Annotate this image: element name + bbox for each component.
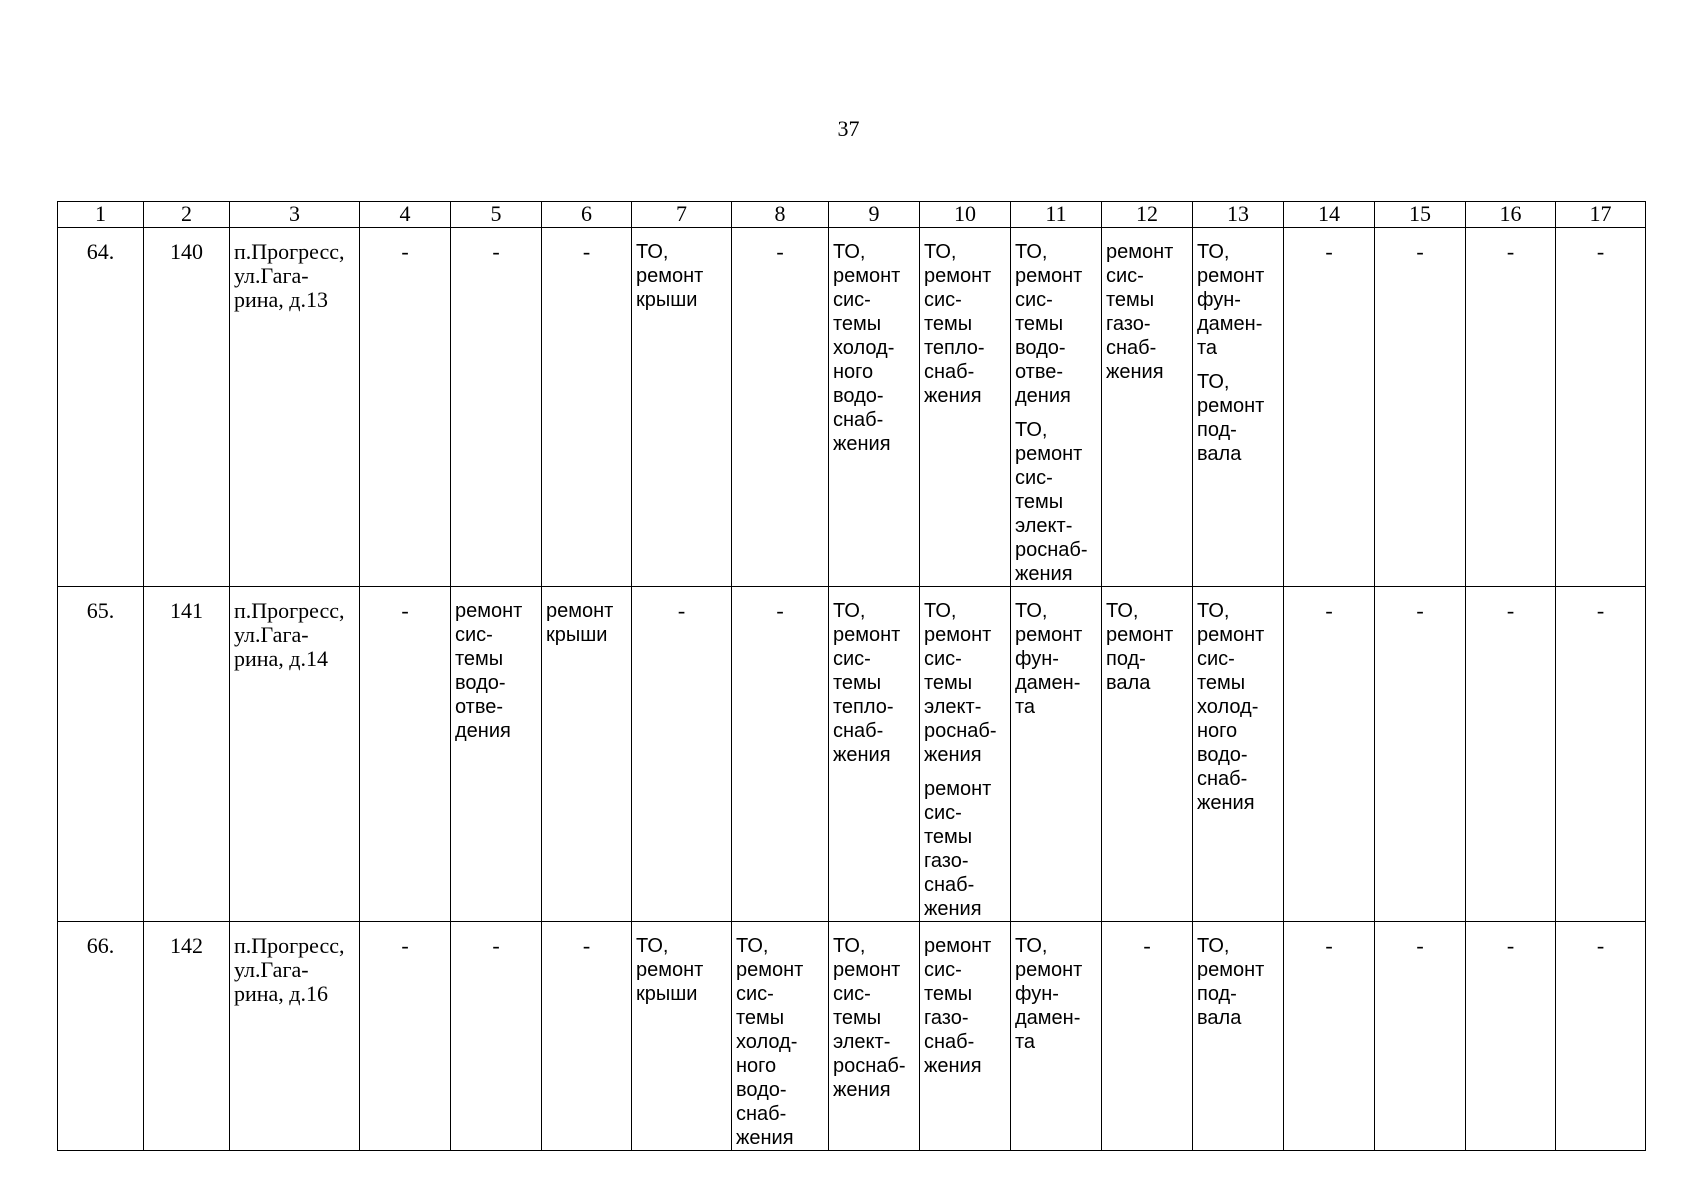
work-item: ремонт сис- темы газо- снаб- жения xyxy=(924,778,992,920)
address-cell xyxy=(230,228,360,587)
work-item: ТО, ремонт фун- дамен- та xyxy=(1015,600,1083,718)
work-item: ТО, ремонт сис- темы элект- роснаб- жения xyxy=(1015,419,1088,585)
dash-value: - xyxy=(1416,598,1424,623)
dash-value: - xyxy=(1143,933,1151,958)
work-cell-col-9 xyxy=(829,228,920,587)
column-header: 8 xyxy=(732,202,829,228)
work-item: ТО, ремонт сис- темы тепло- снаб- жения xyxy=(924,241,992,407)
dash-value: - xyxy=(1506,598,1515,623)
column-header: 14 xyxy=(1284,202,1375,228)
dash-value: - xyxy=(401,933,409,958)
work-cell-col-9 xyxy=(829,922,920,1151)
work-item: ТО, ремонт сис- темы тепло- снаб- жения xyxy=(833,600,901,766)
house-code: 141 xyxy=(144,587,230,922)
work-item: ремонт сис- темы газо- снаб- жения xyxy=(1106,241,1174,383)
work-item: ТО, ремонт под- вала xyxy=(1197,935,1265,1029)
work-cell-col-10 xyxy=(920,922,1011,1151)
column-header: 9 xyxy=(829,202,920,228)
dash-value: - xyxy=(582,239,591,264)
dash-value: - xyxy=(677,598,686,623)
column-header: 7 xyxy=(632,202,732,228)
work-cell-col-10 xyxy=(920,587,1011,922)
work-item: ремонт крыши xyxy=(546,600,614,646)
work-cell-col-6 xyxy=(542,228,632,587)
work-cell-col-15 xyxy=(1375,228,1466,587)
dash-value: - xyxy=(1325,598,1333,623)
column-header: 15 xyxy=(1375,202,1466,228)
work-item: ТО, ремонт сис- темы водо- отве- дения xyxy=(1015,241,1083,407)
work-cell-col-13 xyxy=(1193,922,1284,1151)
work-cell-col-4 xyxy=(360,228,451,587)
table-row xyxy=(58,228,1646,587)
column-header: 3 xyxy=(230,202,360,228)
table-row xyxy=(58,587,1646,922)
work-cell-col-5 xyxy=(451,587,542,922)
address: п.Прогресс, ул.Гага- рина, д.14 xyxy=(234,598,345,671)
work-cell-col-13 xyxy=(1193,587,1284,922)
address: п.Прогресс, ул.Гага- рина, д.13 xyxy=(234,239,345,312)
work-cell-col-12 xyxy=(1102,922,1193,1151)
work-cell-col-7 xyxy=(632,922,732,1151)
work-cell-col-16 xyxy=(1466,587,1556,922)
work-cell-col-4 xyxy=(360,587,451,922)
work-item: ТО, ремонт сис- темы холод- ного водо- снаб- жения xyxy=(736,935,804,1149)
work-item: ТО, ремонт фун- дамен- та xyxy=(1015,935,1083,1053)
row-number: 64. xyxy=(58,228,144,587)
dash-value: - xyxy=(1325,239,1333,264)
column-header: 5 xyxy=(451,202,542,228)
address-cell xyxy=(230,587,360,922)
work-cell-col-14 xyxy=(1284,587,1375,922)
work-cell-col-6 xyxy=(542,922,632,1151)
work-cell-col-16 xyxy=(1466,228,1556,587)
header-row xyxy=(58,202,1646,228)
house-code: 140 xyxy=(144,228,230,587)
work-cell-col-13 xyxy=(1193,228,1284,587)
column-header: 17 xyxy=(1556,202,1646,228)
dash-value: - xyxy=(1596,239,1605,264)
column-header: 4 xyxy=(360,202,451,228)
work-cell-col-4 xyxy=(360,922,451,1151)
works-table xyxy=(57,201,1646,1151)
work-cell-col-15 xyxy=(1375,922,1466,1151)
dash-value: - xyxy=(1506,933,1515,958)
work-cell-col-16 xyxy=(1466,922,1556,1151)
dash-value: - xyxy=(1416,239,1424,264)
page-number: 37 xyxy=(837,116,860,141)
address: п.Прогресс, ул.Гага- рина, д.16 xyxy=(234,933,345,1006)
table-row xyxy=(58,922,1646,1151)
column-header: 12 xyxy=(1102,202,1193,228)
work-cell-col-11 xyxy=(1011,228,1102,587)
work-cell-col-10 xyxy=(920,228,1011,587)
dash-value: - xyxy=(1506,239,1515,264)
work-item: ТО, ремонт крыши xyxy=(636,241,704,311)
column-header: 16 xyxy=(1466,202,1556,228)
row-number: 66. xyxy=(58,922,144,1151)
work-cell-col-9 xyxy=(829,587,920,922)
work-cell-col-5 xyxy=(451,922,542,1151)
work-cell-col-15 xyxy=(1375,587,1466,922)
dash-value: - xyxy=(492,933,500,958)
work-item: ТО, ремонт сис- темы элект- роснаб- жения xyxy=(924,600,997,766)
column-header: 13 xyxy=(1193,202,1284,228)
work-item: ТО, ремонт сис- темы холод- ного водо- снаб- жения xyxy=(1197,600,1265,814)
dash-value: - xyxy=(401,598,409,623)
address-cell xyxy=(230,922,360,1151)
work-item: ТО, ремонт сис- темы холод- ного водо- снаб- жения xyxy=(833,241,901,455)
work-cell-col-6 xyxy=(542,587,632,922)
work-cell-col-12 xyxy=(1102,228,1193,587)
dash-value: - xyxy=(1596,598,1605,623)
work-cell-col-11 xyxy=(1011,922,1102,1151)
work-cell-col-12 xyxy=(1102,587,1193,922)
work-item: ТО, ремонт фун- дамен- та xyxy=(1197,241,1265,359)
column-header: 2 xyxy=(144,202,230,228)
work-item: ТО, ремонт под- вала xyxy=(1197,371,1265,465)
work-item: ремонт сис- темы газо- снаб- жения xyxy=(924,935,992,1077)
work-cell-col-11 xyxy=(1011,587,1102,922)
work-item: ремонт сис- темы водо- отве- дения xyxy=(455,600,523,742)
dash-value: - xyxy=(776,598,784,623)
work-cell-col-7 xyxy=(632,228,732,587)
work-cell-col-17 xyxy=(1556,228,1646,587)
work-item: ТО, ремонт под- вала xyxy=(1106,600,1174,694)
work-cell-col-8 xyxy=(732,587,829,922)
work-cell-col-17 xyxy=(1556,922,1646,1151)
work-cell-col-14 xyxy=(1284,922,1375,1151)
dash-value: - xyxy=(1325,933,1333,958)
dash-value: - xyxy=(1596,933,1605,958)
dash-value: - xyxy=(776,239,784,264)
dash-value: - xyxy=(582,933,591,958)
work-cell-col-8 xyxy=(732,922,829,1151)
row-number: 65. xyxy=(58,587,144,922)
work-item: ТО, ремонт крыши xyxy=(636,935,704,1005)
column-header: 11 xyxy=(1011,202,1102,228)
column-header: 6 xyxy=(542,202,632,228)
dash-value: - xyxy=(1416,933,1424,958)
house-code: 142 xyxy=(144,922,230,1151)
work-cell-col-8 xyxy=(732,228,829,587)
work-item: ТО, ремонт сис- темы элект- роснаб- жения xyxy=(833,935,906,1101)
work-cell-col-14 xyxy=(1284,228,1375,587)
dash-value: - xyxy=(492,239,500,264)
work-cell-col-17 xyxy=(1556,587,1646,922)
dash-value: - xyxy=(401,239,409,264)
work-cell-col-7 xyxy=(632,587,732,922)
column-header: 10 xyxy=(920,202,1011,228)
column-header: 1 xyxy=(58,202,144,228)
work-cell-col-5 xyxy=(451,228,542,587)
